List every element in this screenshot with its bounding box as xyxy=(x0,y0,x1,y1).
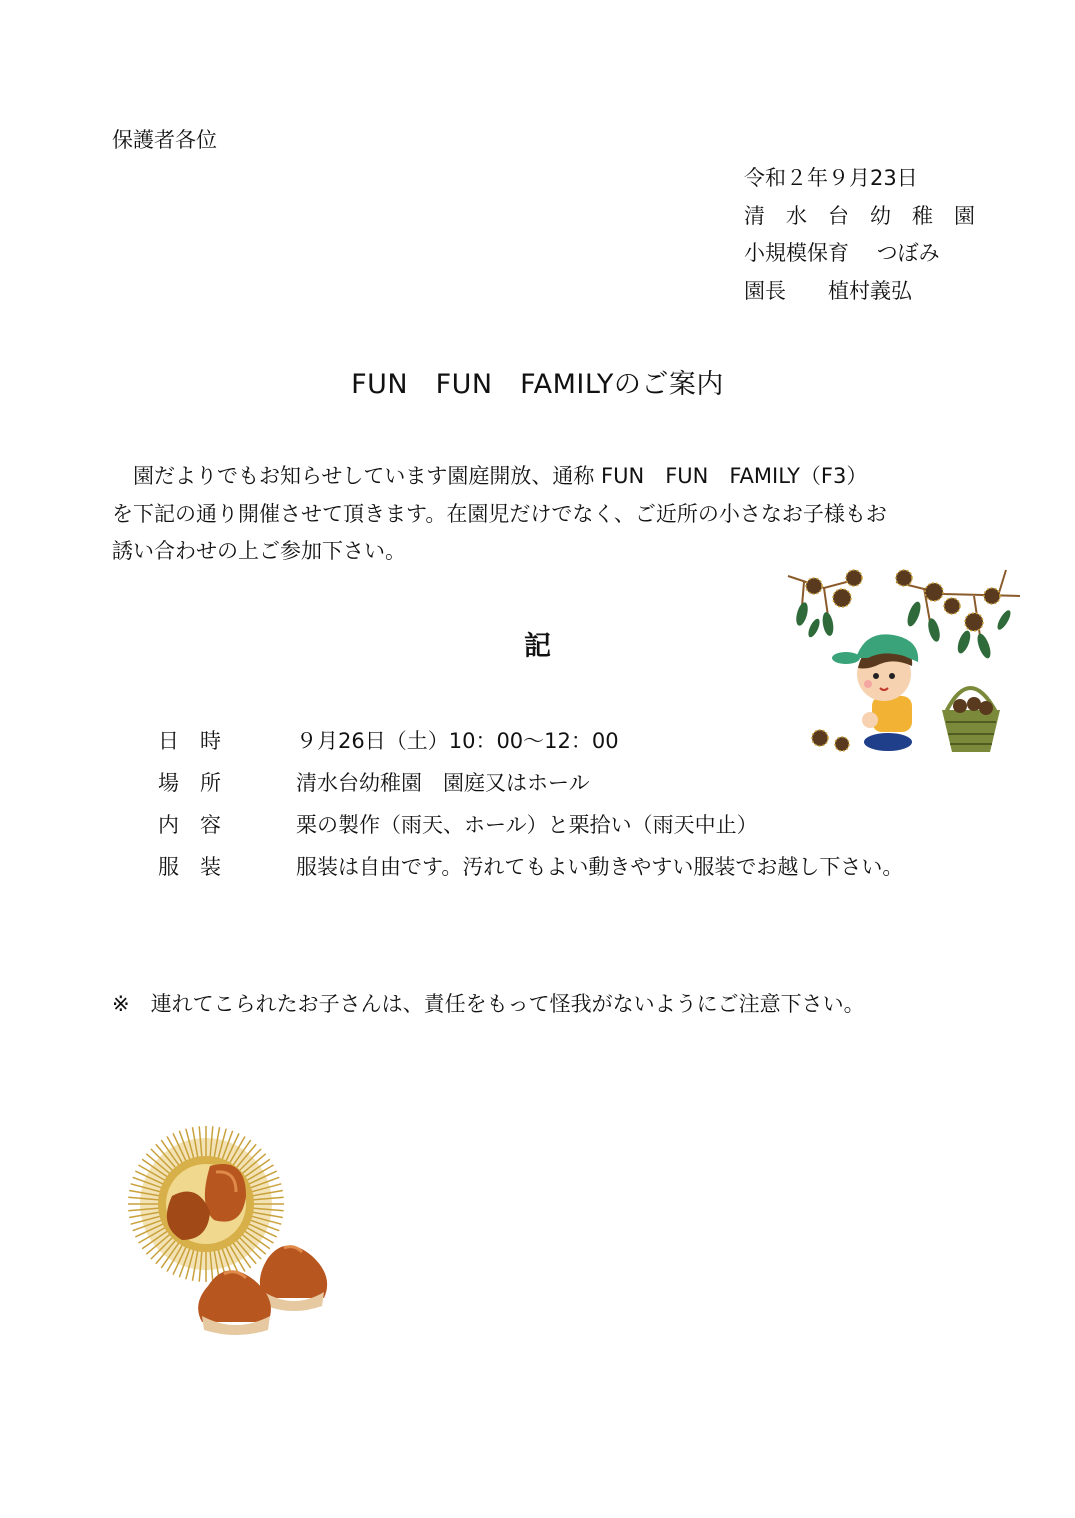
document-title: FUN FUN FAMILYのご案内 xyxy=(351,369,724,400)
chestnuts-illustration xyxy=(118,1116,340,1338)
detail-value: 清水台幼稚園 園庭又はホール xyxy=(296,771,590,795)
caution-note: ※ 連れてこられたお子さんは、責任をもって怪我がないようにご注意下さい。 xyxy=(112,992,865,1016)
detail-value: 服装は自由です。汚れてもよい動きやすい服装でお越し下さい。 xyxy=(296,855,904,879)
detail-value: 栗の製作（雨天、ホール）と栗拾い（雨天中止） xyxy=(296,813,758,837)
body-paragraph xyxy=(112,458,967,571)
sender-line: 清 水 台 幼 稚 園 xyxy=(744,203,975,228)
chestnut-loose xyxy=(260,1245,327,1311)
chestnut-burs-on-branch xyxy=(806,570,1000,631)
child-figure xyxy=(832,634,918,751)
ki-heading: 記 xyxy=(524,631,551,662)
detail-value: ９月26日（土）10：00～12：00 xyxy=(296,729,619,753)
recipient: 保護者各位 xyxy=(112,128,217,152)
basket xyxy=(942,688,1000,752)
sender-line: 園長 植村義弘 xyxy=(744,278,912,303)
body-line: を下記の通り開催させて頂きます。在園児だけでなく、ご近所の小さなお子様もお xyxy=(112,501,887,526)
detail-label: 内 容 xyxy=(158,813,221,837)
body-line: 園だよりでもお知らせしています園庭開放、通称 FUN FUN FAMILY（F3） xyxy=(112,464,868,488)
detail-label: 日 時 xyxy=(158,729,221,753)
child-picking-chestnuts-illustration xyxy=(784,566,1024,758)
detail-label: 場 所 xyxy=(158,771,221,795)
sender-line: 小規模保育 つぼみ xyxy=(744,241,940,265)
detail-label: 服 装 xyxy=(158,855,221,879)
fallen-chestnuts xyxy=(812,730,849,751)
issue-date: 令和２年９月23日 xyxy=(744,166,918,190)
body-line: 誘い合わせの上ご参加下さい。 xyxy=(112,539,406,563)
sender-block xyxy=(744,160,975,310)
